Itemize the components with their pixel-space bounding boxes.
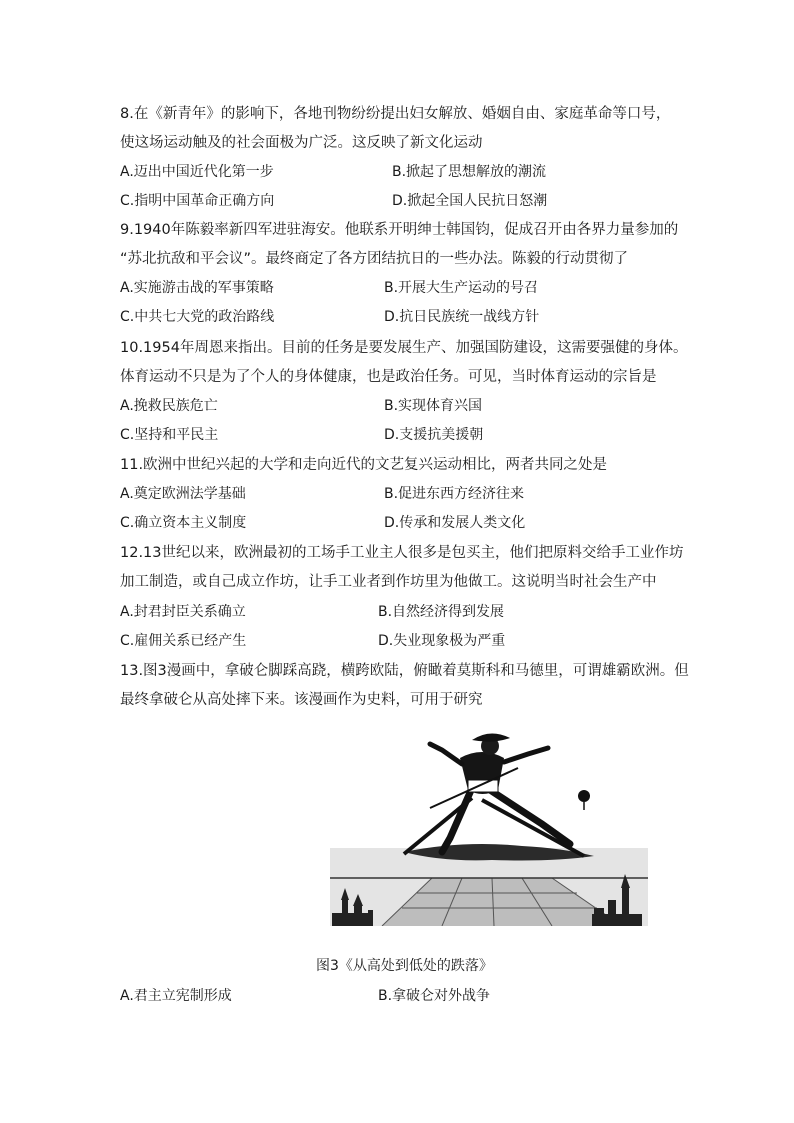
q12-option-b: B.自然经济得到发展 [378,604,505,620]
q11-option-a: A.奠定欧洲法学基础 [120,486,246,502]
q10-stem-line-1: 10.1954年周恩来指出。目前的任务是要发展生产、加强国防建设，这需要强健的身体。 [120,340,688,356]
q8-stem-line-2: 使这场运动触及的社会面极为广泛。这反映了新文化运动 [120,135,483,151]
q8-stem-line-1: 8.在《新青年》的影响下，各地刊物纷纷提出妇女解放、婚姻自由、家庭革命等口号， [120,106,671,122]
q8-option-a: A.迈出中国近代化第一步 [120,164,274,180]
q9-option-d: D.抗日民族统一战线方针 [384,309,540,325]
q13-stem-line-1: 13.图3漫画中，拿破仑脚踩高跷，横跨欧陆，俯瞰着莫斯科和马德里，可谓雄霸欧洲。但 [120,663,689,679]
figure-caption: 图3《从高处到低处的跌落》 [316,958,493,974]
q11-option-b: B.促进东西方经济往来 [384,486,525,502]
q12-option-d: D.失业现象极为严重 [378,633,506,649]
q11-option-d: D.传承和发展人类文化 [384,515,526,531]
q8-option-c: C.指明中国革命正确方向 [120,193,275,209]
q10-option-b: B.实现体育兴国 [384,398,483,414]
q12-stem-line-2: 加工制造，或自己成立作坊，让手工业者到作坊里为他做工。这说明当时社会生产中 [120,574,657,590]
q10-option-c: C.坚持和平民主 [120,427,219,443]
q9-stem-line-1: 9.1940年陈毅率新四军进驻海安。他联系开明绅士韩国钧，促成召开由各界力量参加的 [120,222,679,238]
q9-option-a: A.实施游击战的军事策略 [120,280,274,296]
q9-stem-line-2: “苏北抗敌和平会议”。最终商定了各方团结抗日的一些办法。陈毅的行动贯彻了 [120,251,629,267]
q11-option-c: C.确立资本主义制度 [120,515,247,531]
q9-option-b: B.开展大生产运动的号召 [384,280,539,296]
q10-option-d: D.支援抗美援朝 [384,427,484,443]
q10-option-a: A.挽救民族危亡 [120,398,218,414]
q8-option-b: B.掀起了思想解放的潮流 [392,164,547,180]
q12-option-a: A.封君封臣关系确立 [120,604,246,620]
q8-option-d: D.掀起全国人民抗日怒潮 [392,193,548,209]
q12-stem-line-1: 12.13世纪以来，欧洲最初的工场手工业主人很多是包买主，他们把原料交给手工业作坊 [120,545,684,561]
napoleon-stilts-cartoon-illustration [322,728,650,926]
q11-stem-line-1: 11.欧洲中世纪兴起的大学和走向近代的文艺复兴运动相比，两者共同之处是 [120,457,608,473]
q9-option-c: C.中共七大党的政治路线 [120,309,275,325]
q12-option-c: C.雇佣关系已经产生 [120,633,247,649]
q13-option-a: A.君主立宪制形成 [120,988,232,1004]
q10-stem-line-2: 体育运动不只是为了个人的身体健康，也是政治任务。可见，当时体育运动的宗旨是 [120,369,657,385]
q13-option-b: B.拿破仑对外战争 [378,988,491,1004]
q13-stem-line-2: 最终拿破仑从高处摔下来。该漫画作为史料，可用于研究 [120,692,483,708]
